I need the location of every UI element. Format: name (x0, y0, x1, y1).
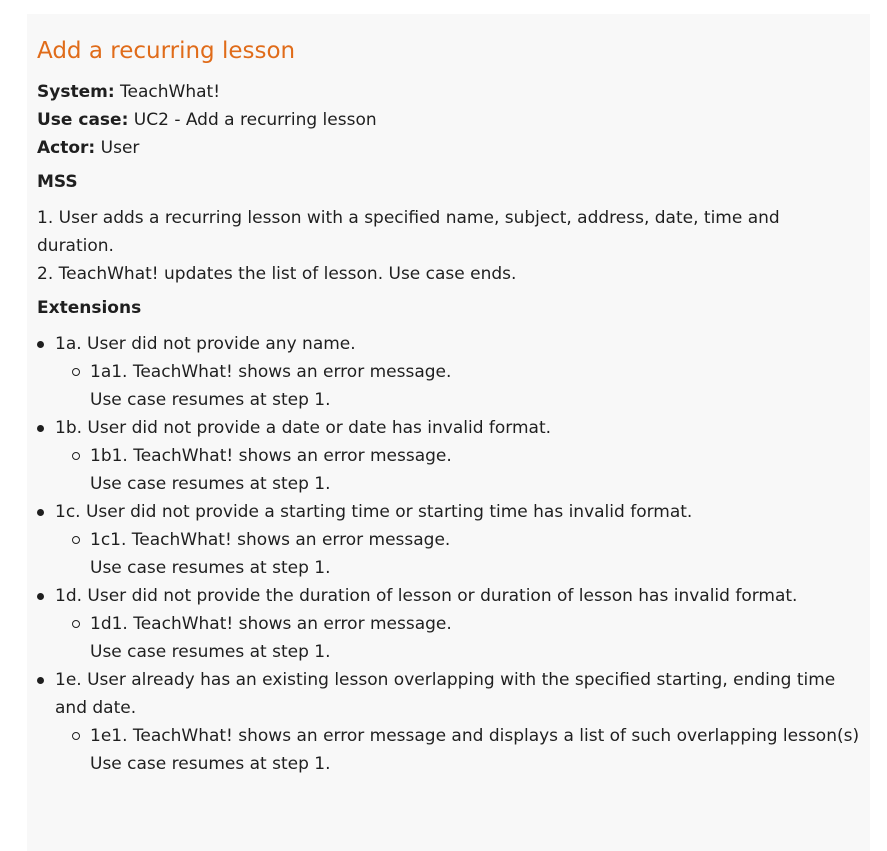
extension-sub-item (55, 358, 860, 414)
sub-line-2: Use case resumes at step 1. (90, 642, 331, 662)
extension-text: 1d. User did not provide the duration of lesson or duration of lesson has invalid format. (55, 586, 798, 606)
bullet-dot-icon (37, 425, 44, 432)
bullet-ring-icon (72, 620, 80, 628)
extension-sub-list (55, 526, 860, 582)
extension-text: 1b. User did not provide a date or date has invalid format. (55, 418, 552, 438)
extension-text: 1a. User did not provide any name. (55, 334, 356, 354)
sub-line-1: 1a1. TeachWhat! shows an error message. (90, 362, 452, 382)
system-value: TeachWhat! (120, 82, 221, 102)
mss-step: 1. User adds a recurring lesson with a specified name, subject, address, date, time and duration. (37, 208, 780, 256)
actor-value: User (100, 138, 140, 158)
bullet-ring-icon (72, 368, 80, 376)
sub-line-2: Use case resumes at step 1. (90, 474, 331, 494)
mss-step: 2. TeachWhat! updates the list of lesson. Use case ends. (37, 264, 517, 284)
actor-line (37, 134, 860, 162)
page-title: Add a recurring lesson (37, 38, 296, 64)
sub-line-2: Use case resumes at step 1. (90, 558, 331, 578)
system-label: System: (37, 82, 115, 102)
extension-sub-list (55, 722, 860, 778)
extension-item (37, 666, 860, 778)
sub-line-2: Use case resumes at step 1. (90, 754, 331, 774)
bullet-dot-icon (37, 677, 44, 684)
sub-line-1: 1e1. TeachWhat! shows an error message and displays a list of such overlapping lesson(s) (90, 726, 860, 746)
bullet-dot-icon (37, 593, 44, 600)
usecase-line (37, 106, 860, 134)
extension-sub-item (55, 442, 860, 498)
bullet-ring-icon (72, 452, 80, 460)
sub-line-2: Use case resumes at step 1. (90, 390, 331, 410)
bullet-ring-icon (72, 732, 80, 740)
mss-heading: MSS (37, 172, 78, 192)
usecase-value: UC2 - Add a recurring lesson (133, 110, 377, 130)
extension-text: 1e. User already has an existing lesson overlapping with the specified starting, ending time and date. (55, 670, 836, 718)
extension-item (37, 498, 860, 582)
extensions-list (37, 330, 860, 778)
use-case-panel (27, 14, 870, 851)
extension-sub-list (55, 610, 860, 666)
sub-line-1: 1c1. TeachWhat! shows an error message. (90, 530, 451, 550)
mss-list (37, 204, 860, 288)
extension-sub-item (55, 610, 860, 666)
extension-sub-list (55, 358, 860, 414)
extension-sub-item (55, 722, 860, 778)
extension-text: 1c. User did not provide a starting time or starting time has invalid format. (55, 502, 693, 522)
extension-sub-list (55, 442, 860, 498)
system-line (37, 78, 860, 106)
extension-sub-item (55, 526, 860, 582)
bullet-dot-icon (37, 509, 44, 516)
extensions-heading: Extensions (37, 298, 142, 318)
bullet-dot-icon (37, 341, 44, 348)
bullet-ring-icon (72, 536, 80, 544)
extension-item (37, 414, 860, 498)
usecase-label: Use case: (37, 110, 129, 130)
extension-item (37, 582, 860, 666)
sub-line-1: 1d1. TeachWhat! shows an error message. (90, 614, 452, 634)
extension-item (37, 330, 860, 414)
sub-line-1: 1b1. TeachWhat! shows an error message. (90, 446, 452, 466)
actor-label: Actor: (37, 138, 96, 158)
